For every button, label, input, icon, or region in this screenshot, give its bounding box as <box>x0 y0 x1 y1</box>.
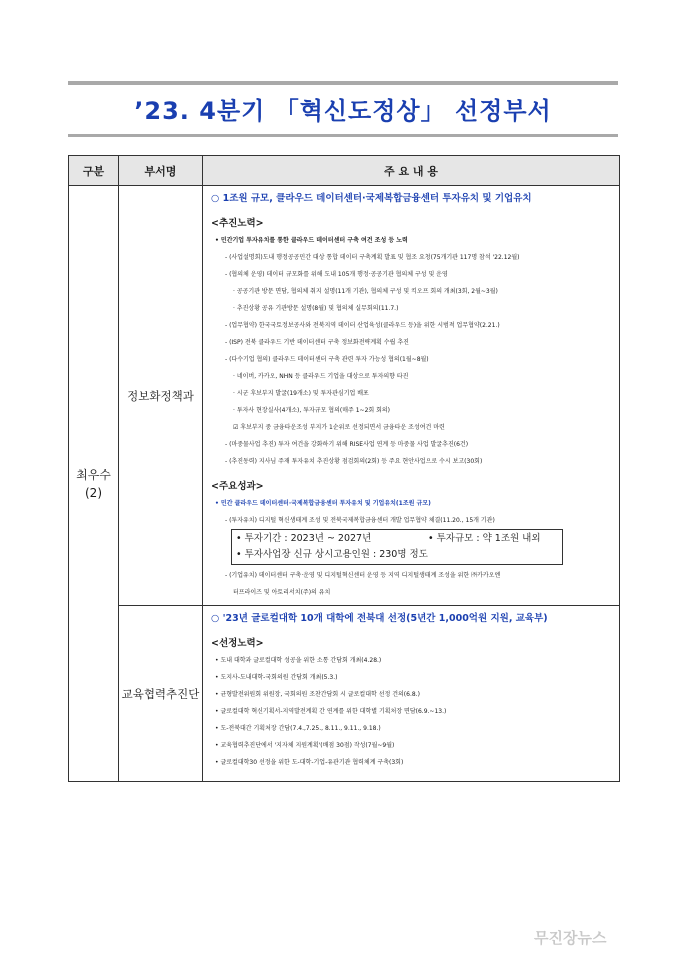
list-item: - (업무협약) 한국국토정보공사와 전북지역 데이터 산업육성(클라우드 등)을 위한 시범적 업무협약(2.21.) <box>225 322 500 329</box>
list-item: • 균형발전위원회 위원장, 국회의원 조찬간담회 시 글로컬대학 선정 건의(6.8.) <box>215 691 420 698</box>
investment-summary-box <box>231 529 563 565</box>
selection-table <box>68 155 620 782</box>
list-item: · 추진상황 공유 기관방문 설명(8월) 및 협의체 실무회의(11.7.) <box>233 305 399 312</box>
list-item: · 공공기관 방문 면담, 협의체 취지 설명(11개 기관), 협의체 구성 및 킥오프 회의 개최(3회, 2월~3월) <box>233 288 498 295</box>
list-item: · 시군 후보부지 발굴(19개소) 및 투자관심기업 배포 <box>233 390 369 397</box>
table-header-row <box>69 156 620 186</box>
header-content: 주 요 내 용 <box>203 156 620 186</box>
page-title: ’23. 4분기 「혁신도정상」 선정부서 <box>134 97 552 125</box>
title-block <box>68 81 618 137</box>
list-item: • 교육협력추진단에서 '지자체 지원계획'(배점 30점) 작성(7월~9월) <box>215 742 395 749</box>
list-item: - (다수기업 협의) 클라우드 데이터센터 구축 관련 투자 가능성 협의(1월~8월) <box>225 356 429 363</box>
list-item: 터프라이즈 및 아토리서치(주)의 유치 <box>233 589 331 596</box>
headline: ○ '23년 글로컬대학 10개 대학에 전북대 선정(5년간 1,000억원 지원, 교육부) <box>211 613 548 624</box>
list-item: · 투자사 현장실사(4개소), 투자규모 협의(매주 1~2회 회의) <box>233 407 391 414</box>
result-main: • 민간 클라우드 데이터센터·국제복합금융센터 투자유치 및 기업유치(1조원 규모) <box>215 500 431 507</box>
dept-cell: 정보화정책과 <box>119 186 203 606</box>
list-item: ☑ 후보부지 중 금융타운조성 부지가 1순위로 선정되면서 금융타운 조성여건 마련 <box>233 424 445 431</box>
investment-jobs: • 투자사업장 신규 상시고용인원 : 230명 정도 <box>236 549 428 560</box>
category-label: 최우수 <box>76 467 111 482</box>
effort-main: • 민간기업 투자유치를 통한 클라우드 데이터센터 구축 여건 조성 등 노력 <box>215 237 408 244</box>
watermark: 무진장뉴스 <box>534 929 607 947</box>
investment-scale: • 투자규모 : 약 1조원 내외 <box>428 533 541 544</box>
header-category: 구분 <box>69 156 119 186</box>
table-row <box>69 186 620 606</box>
header-dept: 부서명 <box>119 156 203 186</box>
list-item: - (추진동력) 지사님 주재 투자유치 추진상황 점검회의(2회) 등 주요 현안사업으로 수시 보고(30회) <box>225 458 483 465</box>
list-item: - (투자유치) 디지털 혁신생태계 조성 및 전북국제복합금융센터 개발 업무협약 체결(11.20., 15개 기관) <box>225 517 495 524</box>
investment-period: • 투자기간 : 2023년 ~ 2027년 <box>236 533 372 544</box>
result-heading: <주요성과> <box>211 481 264 492</box>
content-cell <box>203 186 620 606</box>
list-item: • 도지사-도내대학-국회의원 간담회 개최(5.3.) <box>215 674 338 681</box>
title-top-rule <box>68 81 618 85</box>
headline: ○ 1조원 규모, 클라우드 데이터센터·국제복합금융센터 투자유치 및 기업유치 <box>211 193 532 204</box>
list-item: - (기업유치) 데이터센터 구축·운영 및 디지털혁신센터 운영 등 지역 디지털생태계 조성을 위한 ㈜카카오엔 <box>225 572 501 579</box>
list-item: • 도내 대학과 글로컬대학 성공을 위한 소통 간담회 개최(4.28.) <box>215 657 382 664</box>
table-row <box>69 606 620 782</box>
list-item: • 글로컬대학 혁신기획서-지역발전계획 간 연계를 위한 대학별 기획처장 면담(6.9.~13.) <box>215 708 447 715</box>
effort-heading: <추진노력> <box>211 218 264 229</box>
list-item: • 도-전북대간 기획처장 간담(7.4.,7.25., 8.11., 9.11., 9.18.) <box>215 725 381 732</box>
category-cell <box>69 186 119 782</box>
effort-heading: <선정노력> <box>211 638 264 649</box>
content-cell <box>203 606 620 782</box>
list-item: · 네이버, 카카오, NHN 등 클라우드 기업을 대상으로 투자의향 타진 <box>233 373 409 380</box>
list-item: - (ISP) 전북 클라우드 기반 데이터센터 구축 정보화전략계획 수립 추진 <box>225 339 409 346</box>
list-item: - (마중물사업 추진) 투자 여건을 강화하기 위해 RISE사업 연계 등 마중물 사업 발굴추진(6건) <box>225 441 469 448</box>
title-bottom-rule <box>68 134 618 137</box>
category-count: (2) <box>85 485 102 500</box>
dept-cell: 교육협력추진단 <box>119 606 203 782</box>
list-item: • 글로컬대학30 선정을 위한 도-대학-기업-유관기관 협력체계 구축(3회) <box>215 759 404 766</box>
list-item: - (협의체 운영) 데이터 규모화를 위해 도내 105개 행정·공공기관 협의체 구성 및 운영 <box>225 271 448 278</box>
list-item: - (사업설명회)도내 행정공공민간 대상 통합 데이터 구축계획 발표 및 협조 요청(75개기관 117명 참석 '22.12월) <box>225 254 520 261</box>
